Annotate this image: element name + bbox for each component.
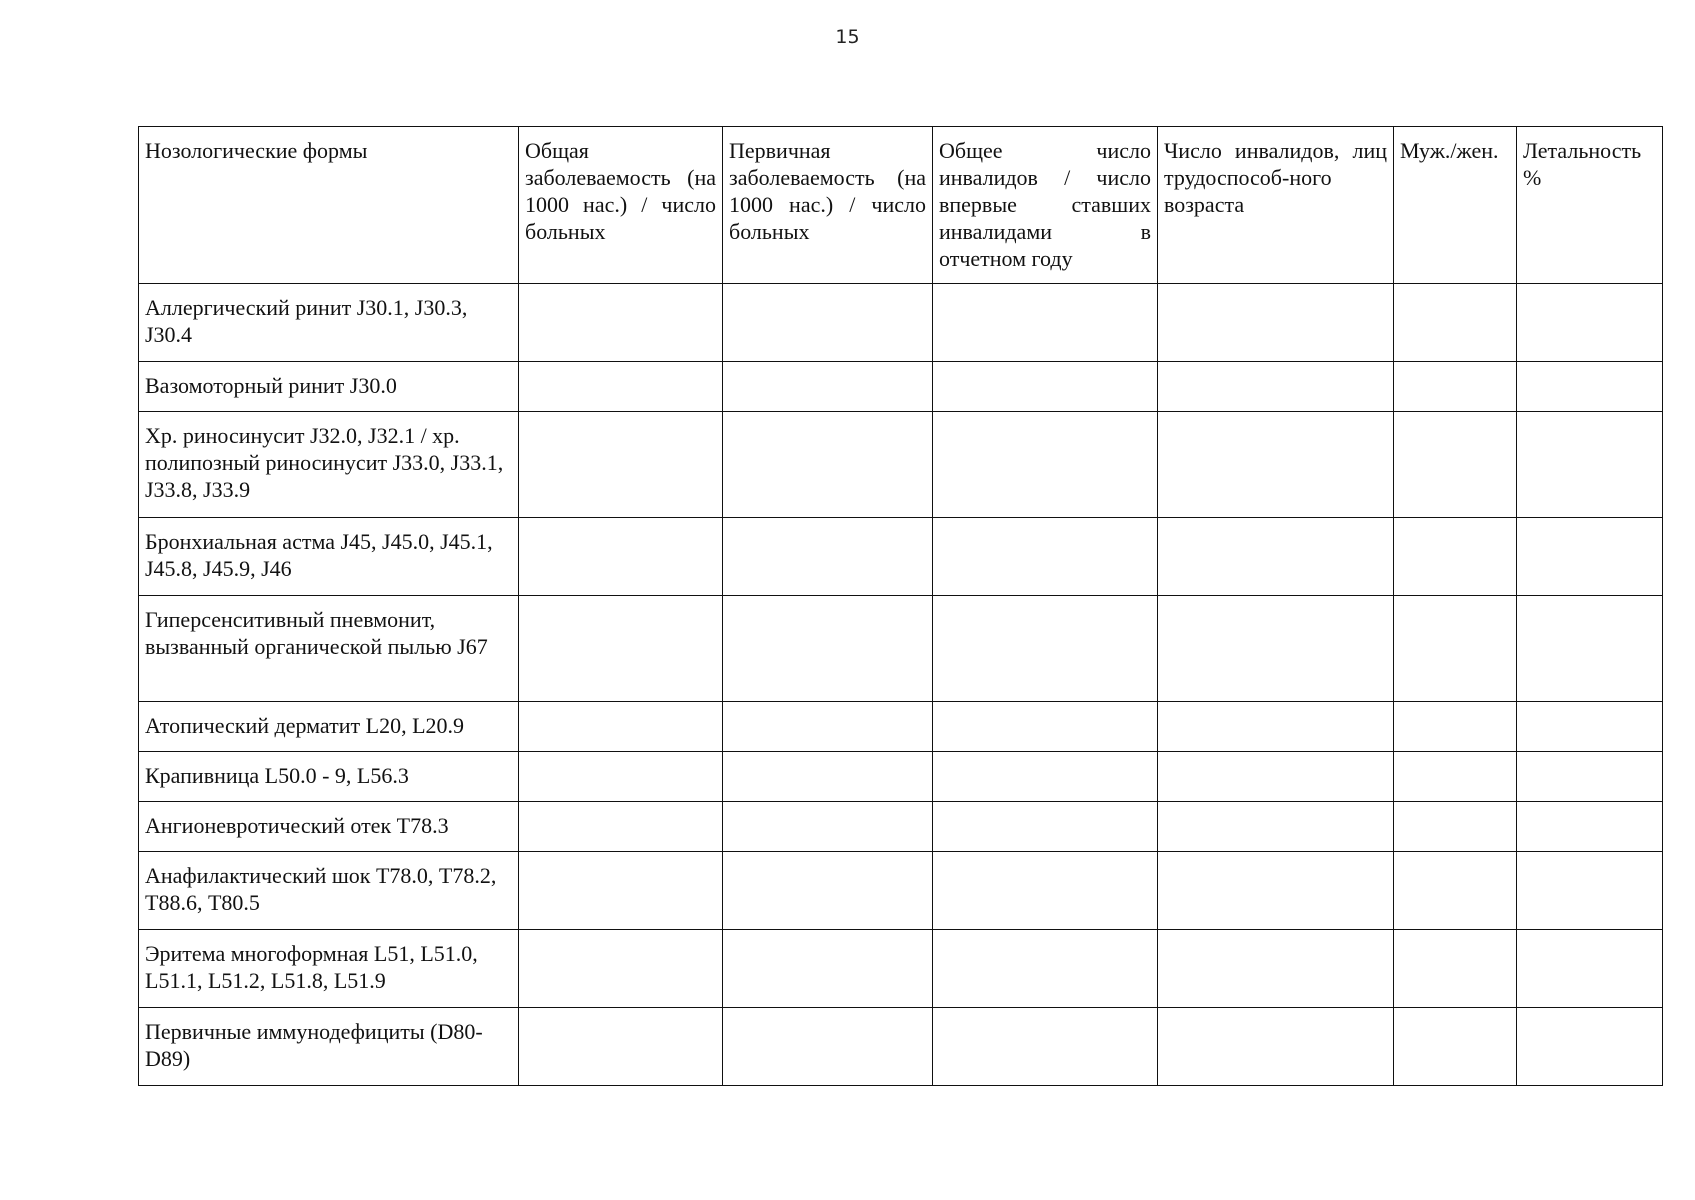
table-row [139, 702, 1663, 752]
table-cell[interactable] [1158, 752, 1394, 802]
table-cell[interactable] [1394, 752, 1517, 802]
table-cell[interactable] [1517, 518, 1663, 596]
table-cell[interactable] [933, 596, 1158, 702]
row-nosology-label: Хр. риносинусит J32.0, J32.1 / хр. полипозный риносинусит J33.0, J33.1, J33.8, J33.9 [139, 412, 519, 518]
table-row [139, 596, 1663, 702]
header-working-age-disabled: Число инвалидов, лиц трудоспособ-ного возраста [1158, 127, 1394, 284]
table-row [139, 852, 1663, 930]
table-cell[interactable] [933, 752, 1158, 802]
table-cell[interactable] [933, 412, 1158, 518]
header-total-morbidity: Общая заболеваемость (на 1000 нас.) / число больных [519, 127, 723, 284]
table-cell[interactable] [1158, 802, 1394, 852]
table-cell[interactable] [519, 518, 723, 596]
table-cell[interactable] [1517, 412, 1663, 518]
table-cell[interactable] [519, 596, 723, 702]
table-row [139, 1008, 1663, 1086]
row-nosology-label: Атопический дерматит L20, L20.9 [139, 702, 519, 752]
table-cell[interactable] [1158, 518, 1394, 596]
table-row [139, 752, 1663, 802]
header-primary-morbidity: Первичная заболеваемость (на 1000 нас.) / число больных [723, 127, 933, 284]
table-cell[interactable] [933, 362, 1158, 412]
table-cell[interactable] [723, 702, 933, 752]
table-cell[interactable] [1158, 362, 1394, 412]
table-cell[interactable] [723, 852, 933, 930]
table-cell[interactable] [1394, 518, 1517, 596]
header-total-disabled: Общее число инвалидов / число впервые ставших инвалидами в отчетном году [933, 127, 1158, 284]
table-cell[interactable] [1158, 930, 1394, 1008]
table-cell[interactable] [519, 930, 723, 1008]
table-cell[interactable] [1517, 852, 1663, 930]
table-header-row [139, 127, 1663, 284]
table-cell[interactable] [1158, 852, 1394, 930]
row-nosology-label: Вазомоторный ринит J30.0 [139, 362, 519, 412]
table-row [139, 284, 1663, 362]
table-cell[interactable] [723, 284, 933, 362]
page-number: 15 [835, 26, 860, 48]
table-cell[interactable] [1158, 596, 1394, 702]
table-cell[interactable] [1517, 930, 1663, 1008]
table-cell[interactable] [1517, 1008, 1663, 1086]
table-cell[interactable] [519, 284, 723, 362]
row-nosology-label: Аллергический ринит J30.1, J30.3, J30.4 [139, 284, 519, 362]
table-row [139, 802, 1663, 852]
table-cell[interactable] [1394, 802, 1517, 852]
table-cell[interactable] [723, 1008, 933, 1086]
table-cell[interactable] [519, 702, 723, 752]
table-cell[interactable] [1394, 362, 1517, 412]
table-cell[interactable] [1394, 412, 1517, 518]
table-cell[interactable] [1517, 752, 1663, 802]
table-row [139, 518, 1663, 596]
table-row [139, 362, 1663, 412]
table-cell[interactable] [519, 1008, 723, 1086]
table-cell[interactable] [519, 802, 723, 852]
row-nosology-label: Крапивница L50.0 - 9, L56.3 [139, 752, 519, 802]
row-nosology-label: Эритема многоформная L51, L51.0, L51.1, L51.2, L51.8, L51.9 [139, 930, 519, 1008]
table-row [139, 412, 1663, 518]
table-cell[interactable] [1158, 284, 1394, 362]
table-cell[interactable] [1394, 702, 1517, 752]
table-cell[interactable] [933, 930, 1158, 1008]
table-cell[interactable] [1517, 596, 1663, 702]
table-cell[interactable] [933, 852, 1158, 930]
table-cell[interactable] [723, 752, 933, 802]
table-cell[interactable] [1517, 802, 1663, 852]
table-cell[interactable] [519, 752, 723, 802]
table-cell[interactable] [1517, 702, 1663, 752]
table-row [139, 930, 1663, 1008]
row-nosology-label: Ангионевротический отек Т78.3 [139, 802, 519, 852]
table-cell[interactable] [933, 1008, 1158, 1086]
table-cell[interactable] [933, 284, 1158, 362]
morbidity-table [138, 126, 1663, 1086]
table-cell[interactable] [519, 362, 723, 412]
table-cell[interactable] [519, 852, 723, 930]
table-cell[interactable] [1158, 412, 1394, 518]
table-cell[interactable] [1394, 596, 1517, 702]
header-lethality: Летальность % [1517, 127, 1663, 284]
table-cell[interactable] [1394, 930, 1517, 1008]
table-cell[interactable] [933, 702, 1158, 752]
table-cell[interactable] [1394, 284, 1517, 362]
table-cell[interactable] [723, 802, 933, 852]
table-cell[interactable] [1158, 1008, 1394, 1086]
table-cell[interactable] [933, 518, 1158, 596]
row-nosology-label: Первичные иммунодефициты (D80-D89) [139, 1008, 519, 1086]
table-cell[interactable] [723, 596, 933, 702]
table-cell[interactable] [519, 412, 723, 518]
header-male-female: Муж./жен. [1394, 127, 1517, 284]
table-cell[interactable] [723, 518, 933, 596]
header-nosological-forms: Нозологические формы [139, 127, 519, 284]
table-cell[interactable] [723, 362, 933, 412]
row-nosology-label: Гиперсенситивный пневмонит, вызванный органической пылью J67 [139, 596, 519, 702]
table-cell[interactable] [1517, 284, 1663, 362]
table-cell[interactable] [1394, 852, 1517, 930]
table-cell[interactable] [723, 412, 933, 518]
table-cell[interactable] [1158, 702, 1394, 752]
row-nosology-label: Анафилактический шок Т78.0, Т78.2, Т88.6, Т80.5 [139, 852, 519, 930]
table-cell[interactable] [723, 930, 933, 1008]
table-cell[interactable] [1394, 1008, 1517, 1086]
row-nosology-label: Бронхиальная астма J45, J45.0, J45.1, J45.8, J45.9, J46 [139, 518, 519, 596]
table-cell[interactable] [1517, 362, 1663, 412]
table-cell[interactable] [933, 802, 1158, 852]
